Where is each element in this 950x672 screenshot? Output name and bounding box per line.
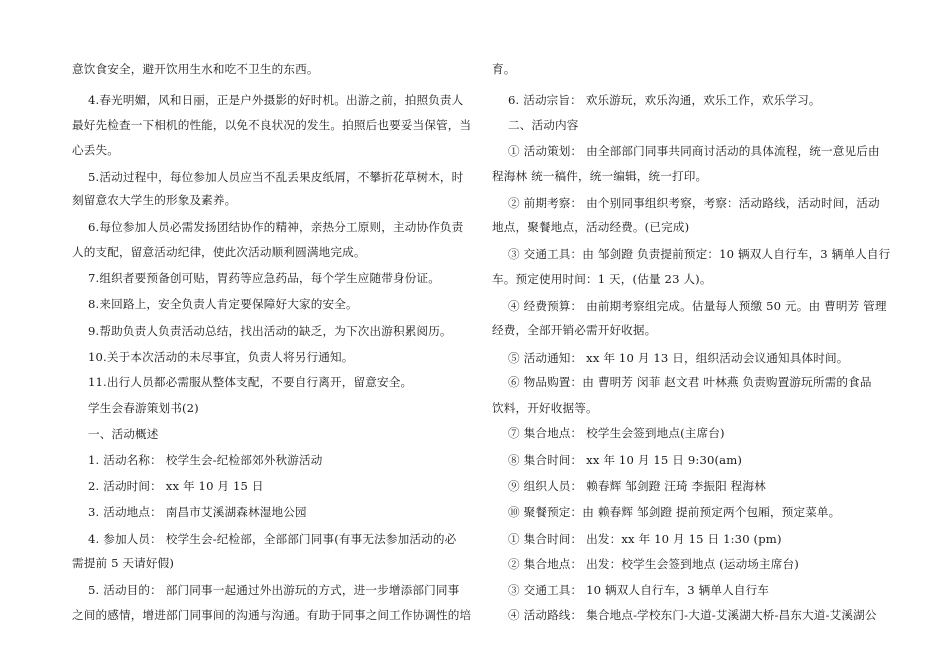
right-column-line-6: ② 前期考察： 由个别同事组织考察，考察：活动路线，活动时间，活动 [508, 196, 880, 210]
right-column-line-21: ③ 交通工具： 10 辆双人自行车，3 辆单人自行车 [508, 583, 770, 597]
right-column-line-20: ② 集合地点： 出发：校学生会签到地点 (运动场主席台) [508, 557, 799, 571]
left-column-line-16: 1. 活动名称： 校学生会-纪检部郊外秋游活动 [88, 453, 323, 467]
left-column-line-7: 6.每位参加人员必需发扬团结协作的精神，亲热分工原则，主动协作负责 [88, 220, 464, 234]
right-column-line-4: ① 活动策划： 由全部部门同事共同商讨活动的具体流程，统一意见后由 [508, 144, 880, 158]
right-column-line-10: ④ 经费预算： 由前期考察组完成。估量每人预缴 50 元。由 曹明芳 管理 [508, 299, 887, 313]
left-column-line-4: 心丢失。 [72, 143, 119, 157]
right-column-line-18: ⑩ 聚餐预定：由 赖春辉 邹剑蹬 提前预定两个包厢，预定菜单。 [508, 505, 841, 519]
left-column-line-2: 4.春光明媚，风和日丽，正是户外摄影的好时机。出游之前，拍照负责人 [88, 93, 464, 107]
left-column-line-17: 2. 活动时间： xx 年 10 月 15 日 [88, 479, 264, 493]
right-column-line-22: ④ 活动路线： 集合地点-学校东门-大道-艾溪湖大桥-昌东大道-艾溪湖公 [508, 608, 877, 622]
left-column-line-11: 9.帮助负责人负责活动总结，找出活动的缺乏，为下次出游积累阅历。 [88, 324, 452, 338]
right-column-line-17: ⑨ 组织人员： 赖春辉 邹剑蹬 汪琦 李振阳 程海林 [508, 479, 766, 493]
left-column-line-5: 5.活动过程中，每位参加人员应当不乱丢果皮纸屑，不攀折花草树木，时 [88, 170, 464, 184]
left-column-line-3: 最好先检查一下相机的性能，以免不良状况的发生。拍照后也要妥当保管，当 [72, 118, 472, 132]
left-column-line-8: 人的支配，留意活动纪律，使此次活动顺利圆满地完成。 [72, 245, 366, 259]
left-column-line-18: 3. 活动地点： 南昌市艾溪湖森林湿地公园 [88, 505, 307, 519]
right-column-line-12: ⑤ 活动通知： xx 年 10 月 13 日，组织活动会议通知具体时间。 [508, 351, 849, 365]
right-column-line-16: ⑧ 集合时间： xx 年 10 月 15 日 9:30(am) [508, 453, 743, 467]
right-column-line-1: 育。 [492, 62, 516, 76]
left-column-line-22: 之间的感情，增进部门同事间的沟通与沟通。有助于同事之间工作协调性的培 [72, 608, 472, 622]
right-column-line-7: 地点，聚餐地点，活动经费。(已完成) [492, 220, 690, 234]
right-column-line-19: ① 集合时间： 出发：xx 年 10 月 15 日 1:30 (pm) [508, 532, 782, 546]
left-column-line-9: 7.组织者要预备创可贴，胃药等应急药品，每个学生应随带身份证。 [88, 271, 440, 285]
right-column-line-15: ⑦ 集合地点： 校学生会签到地点(主席台) [508, 426, 725, 440]
right-column-line-13: ⑥ 物品购置：由 曹明芳 闵菲 赵文君 叶林燕 负责购置游玩所需的食品 [508, 375, 872, 389]
left-column-line-20: 需提前 5 天请好假) [72, 556, 175, 570]
right-column-line-3: 二、活动内容 [508, 118, 579, 132]
right-column-line-14: 饮料，开好收据等。 [492, 401, 598, 415]
left-column-line-10: 8.来回路上，安全负责人肯定要保障好大家的安全。 [88, 297, 358, 311]
right-column-line-8: ③ 交通工具：由 邹剑蹬 负责提前预定：10 辆双人自行车，3 辆单人自行 [508, 247, 891, 261]
left-column-line-14: 学生会春游策划书(2) [88, 401, 199, 415]
left-column-line-19: 4. 参加人员： 校学生会-纪检部，全部部门同事(有事无法参加活动的必 [88, 532, 457, 546]
right-column-line-2: 6. 活动宗旨： 欢乐游玩，欢乐沟通，欢乐工作，欢乐学习。 [508, 93, 821, 107]
left-column-line-1: 意饮食安全，避开饮用生水和吃不卫生的东西。 [72, 62, 319, 76]
left-column-line-21: 5. 活动目的： 部门同事一起通过外出游玩的方式，进一步增添部门同事 [88, 583, 460, 597]
left-column-line-13: 11.出行人员都必需服从整体支配，不要自行离开，留意安全。 [88, 375, 413, 389]
left-column-line-12: 10.关于本次活动的未尽事宜，负责人将另行通知。 [88, 350, 354, 364]
right-column-line-5: 程海林 统一稿件，统一编辑，统一打印。 [492, 169, 708, 183]
left-column-line-15: 一、活动概述 [88, 427, 159, 441]
left-column-line-6: 刻留意农大学生的形象及素养。 [72, 193, 237, 207]
right-column-line-9: 车。预定使用时间：1 天，(估量 23 人)。 [492, 272, 712, 286]
right-column-line-11: 经费，全部开销必需开好收据。 [492, 323, 657, 337]
